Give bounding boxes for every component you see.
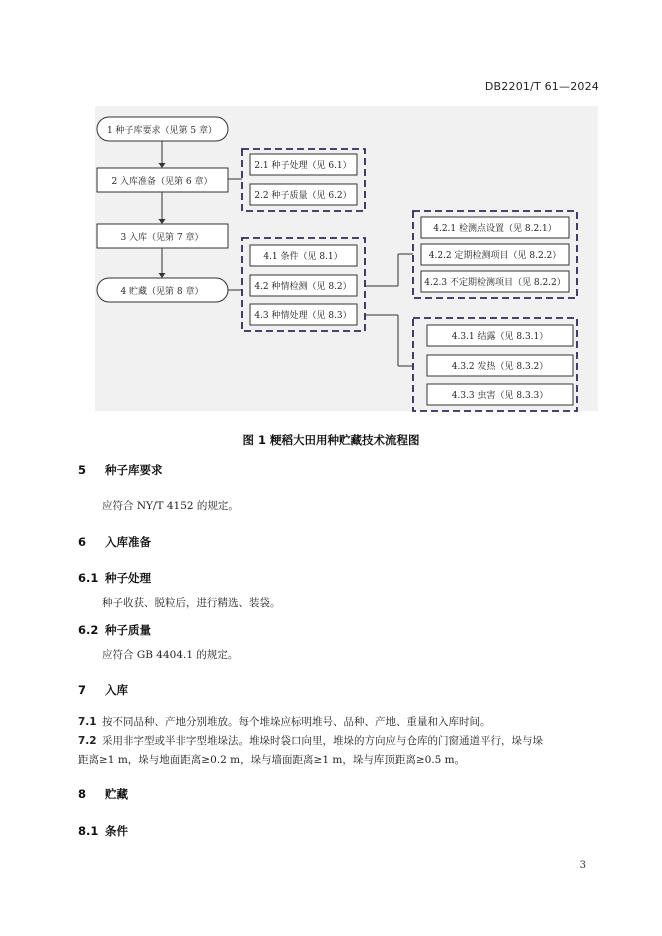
clause-7-2-text-line2: 距离≥1 m，垛与地面距离≥0.2 m，垛与墙面距离≥1 m，垛与库顶距离≥0.5 m。 [78,754,466,766]
section-7-heading [78,682,128,698]
section-6-2-number: 6.2 [78,623,99,637]
section-6-1-number: 6.1 [78,571,99,585]
document-code: DB2201/T 61—2024 [484,80,599,93]
prep-item-1-label: 2.1 种子处理（见 6.1） [254,161,352,171]
section-5-number: 5 [78,463,87,477]
section-8-title: 贮藏 [105,787,128,801]
section-8-1-number: 8.1 [78,824,99,838]
clause-7-1-number: 7.1 [78,716,97,728]
section-8-1-title: 条件 [105,824,128,838]
clause-7-2-number: 7.2 [78,735,97,747]
section-7-number: 7 [78,683,87,697]
section-5-text: 应符合 NY/T 4152 的规定。 [102,500,239,512]
section-7-title: 入库 [105,683,128,697]
handle-item-1-label: 4.3.1 结露（见 8.3.1） [451,332,549,342]
section-6-2-title: 种子质量 [105,623,151,637]
flow-step-1-label: 1 种子库要求（见第 5 章） [106,126,218,136]
section-6-2-text: 应符合 GB 4404.1 的规定。 [102,649,239,661]
section-8-number: 8 [78,787,87,801]
handle-item-3-label: 4.3.3 虫害（见 8.3.3） [451,391,549,401]
section-6-1-text: 种子收获、脱粒后，进行精选、装袋。 [102,597,281,609]
section-6-2-heading [78,622,151,638]
figure-caption: 图 1 粳稻大田用种贮藏技术流程图 [242,433,420,447]
clause-7-2-continued [78,751,598,770]
section-8-heading [78,786,128,802]
page-number: 3 [579,860,586,871]
clause-7-1-text: 按不同品种、产地分别堆放。每个堆垛应标明堆号、品种、产地、重量和入库时间。 [102,716,491,728]
section-5-title: 种子库要求 [105,463,163,477]
clause-7-2-text-line1: 采用非字型或半非字型堆垛法。堆垛时袋口向里，堆垛的方向应与仓库的门窗通道平行，垛与垛 [102,735,543,747]
detect-item-2-label: 4.2.2 定期检测项目（见 8.2.2） [428,251,562,261]
handle-item-2-label: 4.3.2 发热（见 8.3.2） [451,362,549,372]
section-8-1-heading [78,823,128,839]
prep-item-2-label: 2.2 种子质量（见 6.2） [254,191,352,201]
section-5-heading [78,462,163,478]
storage-item-3-label: 4.3 种情处理（见 8.3） [254,311,352,321]
flow-step-3-label: 3 入库（见第 7 章） [120,233,204,243]
storage-item-1-label: 4.1 条件（见 8.1） [263,252,343,262]
flow-step-2-label: 2 入库准备（见第 6 章） [111,177,213,187]
clause-7-2 [78,732,598,751]
detect-item-1-label: 4.2.1 检测点设置（见 8.2.1） [433,224,557,234]
storage-item-2-label: 4.2 种情检测（见 8.2） [254,282,352,292]
clause-7-1 [78,713,598,732]
section-6-1-title: 种子处理 [105,571,151,585]
flow-step-4-label: 4 贮藏（见第 8 章） [120,287,204,297]
section-6-number: 6 [78,535,87,549]
detect-item-3-label: 4.2.3 不定期检测项目（见 8.2.2） [424,278,566,288]
section-6-1-heading [78,570,151,586]
section-6-title: 入库准备 [105,535,151,549]
section-6-heading [78,534,151,550]
